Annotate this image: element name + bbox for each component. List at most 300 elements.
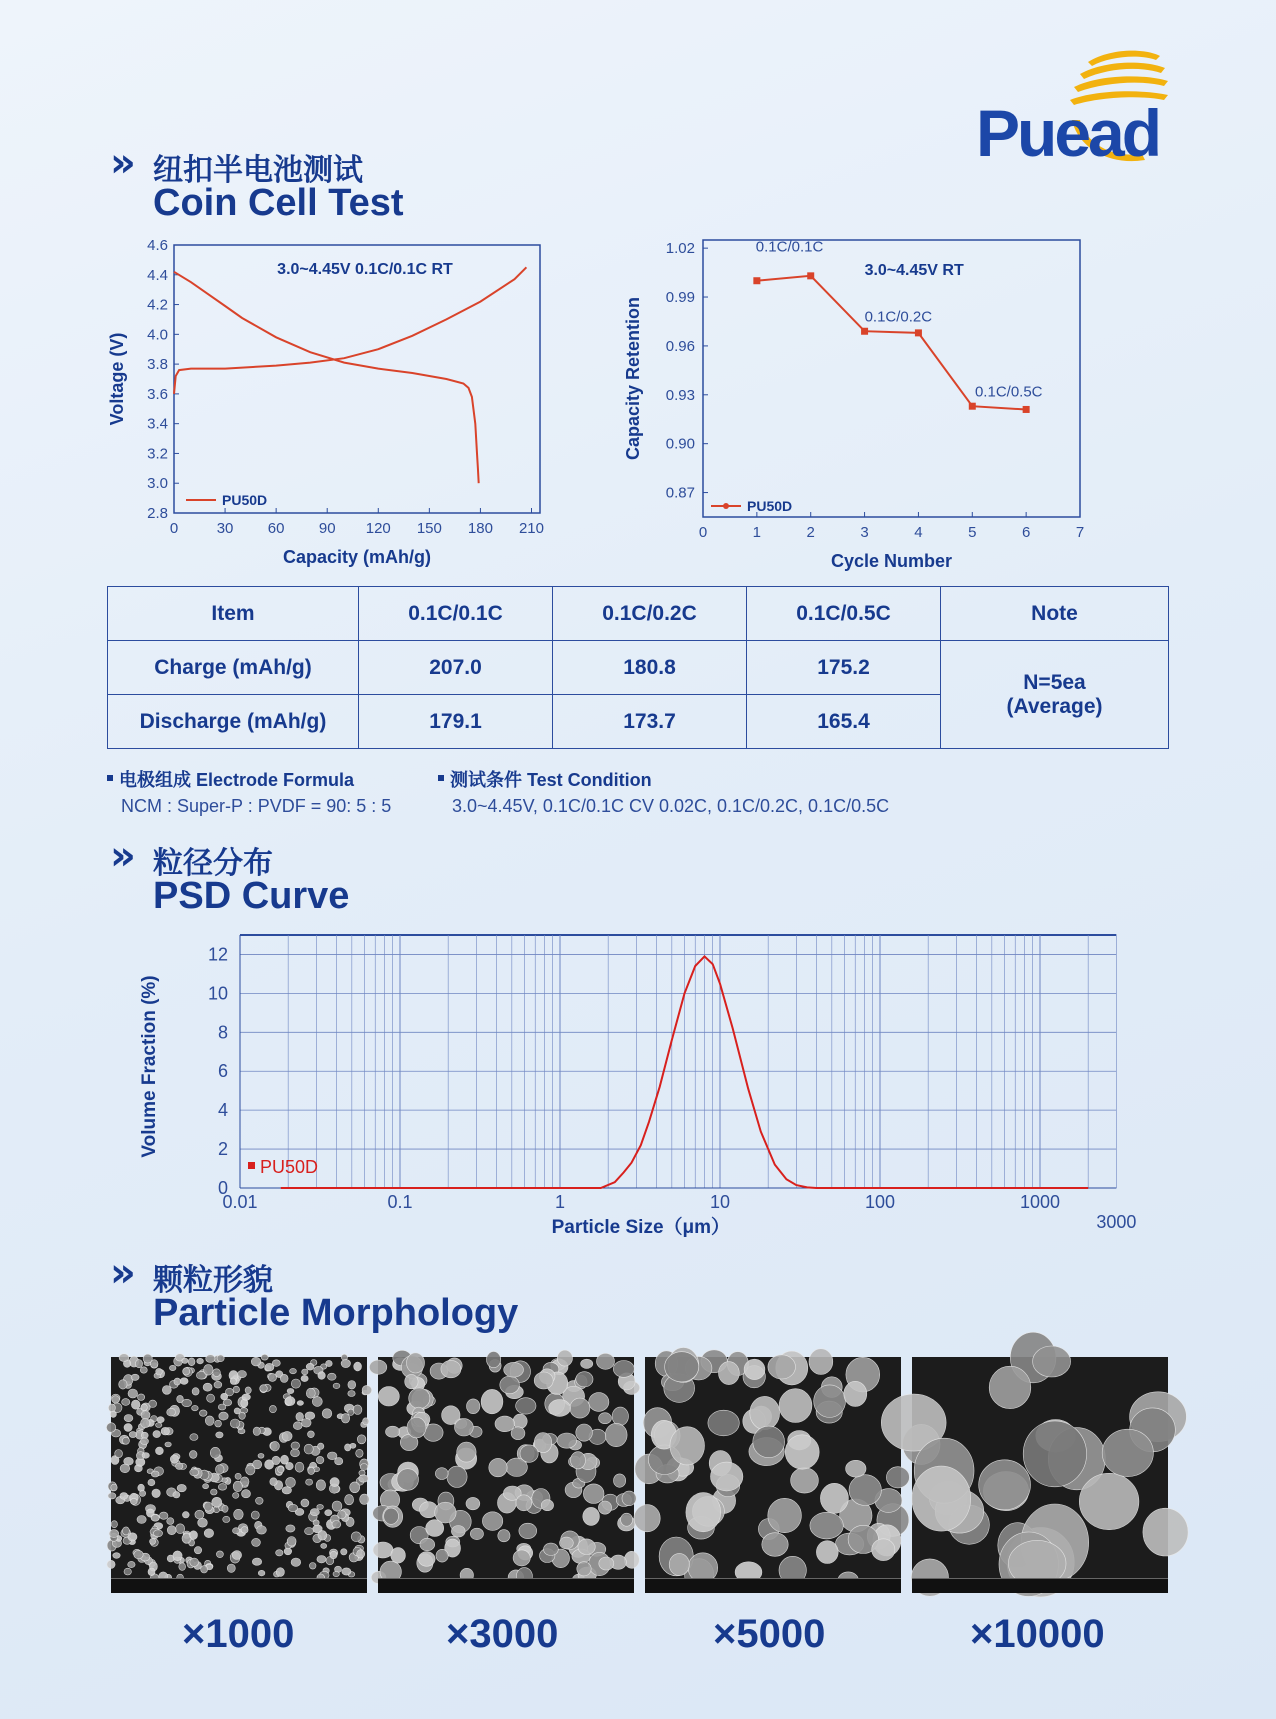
sem-particle — [318, 1372, 325, 1380]
test-title: 测试条件 Test Condition — [450, 770, 652, 790]
sem-particle — [156, 1447, 164, 1455]
sem-particle — [762, 1533, 788, 1557]
sem-particle — [286, 1477, 296, 1487]
sem-particle — [384, 1508, 399, 1524]
sem-particle — [816, 1541, 838, 1564]
sem-particle — [549, 1400, 571, 1417]
sem-particle — [634, 1505, 660, 1532]
sem-particle — [363, 1418, 369, 1425]
sem-particle — [286, 1462, 294, 1469]
chart-title: 3.0~4.45V RT — [864, 262, 964, 279]
x-tick-label: 120 — [365, 520, 391, 537]
sem-particle — [345, 1495, 354, 1505]
sem-particle — [288, 1504, 298, 1511]
x-tick-label: 0 — [169, 520, 179, 537]
sem-particle — [120, 1493, 128, 1500]
sem-particle — [287, 1537, 296, 1547]
sem-particle — [122, 1527, 129, 1535]
sem-particle — [111, 1484, 117, 1491]
x-tick-label: 210 — [518, 520, 545, 537]
sem-particle — [203, 1383, 212, 1391]
sem-particle — [261, 1354, 268, 1360]
y-tick-label: 0.93 — [665, 386, 695, 404]
sem-particle — [232, 1551, 241, 1560]
sem-particle — [167, 1526, 176, 1535]
sem-particle — [108, 1404, 115, 1412]
y-tick-label: 10 — [207, 983, 228, 1004]
coin-title-en: Coin Cell Test — [153, 182, 404, 224]
sem-particle — [260, 1385, 268, 1392]
sem-particle — [124, 1568, 131, 1575]
y-tick-label: 3.2 — [147, 445, 168, 463]
sem-particle — [912, 1466, 971, 1531]
sem-particle — [205, 1416, 214, 1426]
sem-particle — [397, 1469, 419, 1491]
sem-particle — [140, 1367, 147, 1373]
coin-title-cn: 纽扣半电池测试 — [153, 153, 363, 188]
sem-particle — [583, 1484, 604, 1504]
sem-particle — [110, 1411, 116, 1417]
sem-particle — [218, 1484, 226, 1491]
sem-particle — [128, 1561, 135, 1567]
sem-particle — [613, 1361, 634, 1378]
sem-particle — [182, 1512, 189, 1518]
logo-text: Puead — [976, 96, 1160, 170]
sem-particle — [332, 1521, 341, 1529]
table-header: 0.1C/0.2C — [553, 587, 747, 641]
y-tick-label: 3.8 — [147, 356, 168, 374]
legend-label: PU50D — [260, 1157, 319, 1177]
sem-particle — [686, 1493, 721, 1532]
legend-label: PU50D — [222, 492, 268, 508]
sem-particle — [791, 1468, 819, 1493]
sem-particle — [436, 1549, 448, 1562]
bullet-icon — [107, 775, 113, 781]
sem-particle — [109, 1530, 119, 1538]
sem-particle — [199, 1410, 207, 1416]
voltage-capacity-chart — [100, 230, 560, 570]
sem-particle — [308, 1431, 315, 1438]
test-text: 3.0~4.45V, 0.1C/0.1C CV 0.02C, 0.1C/0.2C, 0.1C/0.5C — [452, 796, 890, 816]
sem-particle — [174, 1378, 181, 1385]
sem-particle — [148, 1568, 155, 1576]
sem-particle — [814, 1385, 846, 1418]
sem-image-x5000 — [645, 1357, 901, 1593]
sem-particle — [511, 1427, 525, 1440]
x-axis-label: Particle Size（μm） — [551, 1217, 731, 1238]
sem-particle — [541, 1500, 553, 1511]
y-tick-label: 8 — [217, 1022, 228, 1043]
sem-particle — [333, 1571, 339, 1576]
sem-particle — [598, 1501, 611, 1514]
sem-particle — [291, 1442, 300, 1449]
sem-particle — [306, 1363, 314, 1370]
sem-particle — [156, 1423, 162, 1428]
sem-particle — [219, 1412, 228, 1420]
sem-particle — [151, 1471, 159, 1477]
sem-particle — [441, 1360, 461, 1377]
sem-particle — [820, 1483, 848, 1513]
sem-particle — [115, 1450, 123, 1458]
sem-particle — [183, 1368, 190, 1375]
sem-particle — [557, 1433, 577, 1448]
sem-particle — [332, 1501, 342, 1511]
table-header-row — [108, 587, 1169, 641]
sem-particle — [302, 1369, 308, 1375]
sem-particle — [286, 1525, 295, 1532]
sem-particle — [316, 1456, 324, 1463]
y-axis-label: Voltage (V) — [107, 332, 127, 426]
sem-particle — [295, 1462, 304, 1472]
x-tick-label: 60 — [267, 520, 285, 537]
sem-particle — [179, 1563, 186, 1571]
sem-particle — [233, 1481, 242, 1491]
sem-particle — [173, 1492, 180, 1498]
sem-particle — [356, 1449, 363, 1457]
sem-particle — [513, 1414, 527, 1428]
legend-marker — [248, 1162, 255, 1169]
sem-particle — [119, 1354, 129, 1362]
x-tick-label: 90 — [318, 520, 336, 537]
sem-particle — [1143, 1508, 1188, 1556]
table-note-cell — [941, 641, 1169, 749]
sem-particle — [111, 1521, 117, 1528]
sem-particle — [190, 1434, 198, 1441]
sem-particle — [159, 1512, 168, 1519]
sem-particle — [252, 1538, 261, 1546]
sem-particle — [233, 1528, 240, 1534]
sem-particle — [230, 1378, 236, 1384]
annotation-label: 0.1C/0.1C — [755, 238, 824, 256]
sem-particle — [238, 1371, 247, 1378]
sem-particle — [341, 1549, 347, 1555]
sem-particle — [270, 1441, 279, 1451]
sem-particle — [373, 1542, 393, 1558]
sem-particle — [599, 1413, 612, 1424]
y-tick-label: 4 — [217, 1100, 228, 1121]
table-cell: 175.2 — [747, 641, 941, 695]
sem-particle — [362, 1385, 372, 1394]
x-tick-label: 1 — [752, 524, 762, 541]
sem-particle — [597, 1353, 615, 1369]
sem-particle — [257, 1526, 267, 1534]
sem-particle — [612, 1407, 628, 1425]
sem-particle — [293, 1422, 302, 1430]
sem-particle — [291, 1449, 300, 1457]
sem-particle — [106, 1423, 115, 1433]
sem-particle — [719, 1362, 740, 1385]
sem-particle — [301, 1375, 308, 1381]
sem-particle — [272, 1360, 280, 1367]
sem-particle — [180, 1378, 188, 1385]
sem-particle — [318, 1443, 324, 1449]
sem-particle — [306, 1479, 313, 1485]
sem-particle — [581, 1359, 593, 1368]
y-axis-label: Volume Fraction (%) — [139, 975, 160, 1158]
section-chevron-icon: » — [110, 833, 124, 879]
sem-particle — [405, 1374, 418, 1388]
x-tick-label: 2 — [806, 524, 815, 541]
sem-particle — [810, 1512, 843, 1539]
electrode-text: NCM : Super-P : PVDF = 90: 5 : 5 — [121, 796, 392, 816]
x-axis-label: Capacity (mAh/g) — [282, 547, 432, 567]
sem-particle — [451, 1526, 465, 1538]
sem-particle — [350, 1443, 356, 1448]
sem-particle — [251, 1511, 259, 1519]
sem-particle — [216, 1432, 223, 1438]
sem-particle — [470, 1528, 483, 1539]
sem-particle — [500, 1376, 520, 1394]
table-cell: 180.8 — [553, 641, 747, 695]
sem-particle — [304, 1444, 313, 1454]
table-cell: Charge (mAh/g) — [108, 641, 359, 695]
sem-particle — [325, 1510, 332, 1516]
sem-particle — [107, 1560, 115, 1568]
y-tick-label: 4.0 — [147, 326, 168, 344]
sem-particle — [141, 1438, 149, 1445]
sem-particle — [487, 1352, 501, 1368]
sem-particle — [157, 1417, 164, 1423]
sem-particle — [1023, 1421, 1086, 1487]
sem-particle — [333, 1383, 340, 1388]
sem-particle — [188, 1358, 195, 1366]
data-point — [1023, 406, 1030, 413]
sem-particle — [222, 1505, 228, 1512]
y-tick-label: 4.2 — [147, 296, 168, 314]
sem-particle — [708, 1410, 739, 1436]
sem-particle — [152, 1489, 160, 1498]
sem-particle — [457, 1442, 476, 1462]
sem-particle — [312, 1397, 322, 1407]
y-tick-label: 0.90 — [665, 435, 695, 453]
sem-particle — [167, 1408, 176, 1416]
sem-image-x10000 — [912, 1357, 1168, 1593]
sem-particle — [577, 1562, 591, 1576]
morph-title-cn: 颗粒形貌 — [153, 1263, 273, 1298]
sem-particle — [872, 1539, 895, 1561]
sem-particle — [151, 1515, 159, 1522]
sem-particle — [328, 1373, 337, 1380]
sem-particle — [135, 1360, 142, 1368]
sem-particle — [190, 1558, 199, 1566]
sem-particle — [455, 1419, 474, 1436]
sem-particle — [190, 1469, 199, 1476]
sem-particle — [253, 1427, 260, 1435]
x-tick-label: 3 — [860, 524, 869, 541]
sem-particle — [317, 1504, 324, 1509]
capacity-retention-chart — [615, 230, 1095, 570]
table-cell: 179.1 — [359, 695, 553, 749]
sem-particle — [519, 1523, 537, 1538]
sem-particle — [359, 1475, 369, 1482]
sem-particle — [230, 1419, 240, 1428]
sem-particle — [242, 1394, 250, 1400]
sem-particle — [280, 1374, 288, 1382]
sem-particle — [557, 1350, 572, 1366]
x-tick-label: 7 — [1075, 524, 1085, 541]
sem-particle — [113, 1553, 120, 1559]
sem-particle — [215, 1420, 222, 1427]
sem-particle — [407, 1417, 426, 1438]
sem-particle — [242, 1490, 251, 1498]
sem-particle — [310, 1509, 319, 1516]
sem-particle — [316, 1480, 325, 1491]
sem-particle — [979, 1460, 1031, 1510]
sem-particle — [291, 1558, 301, 1566]
note-line-2: (Average) — [1006, 694, 1103, 718]
sem-particle — [189, 1451, 197, 1459]
sem-particle — [386, 1426, 400, 1437]
sem-particle — [192, 1388, 199, 1395]
x-tick-label: 1 — [554, 1192, 566, 1212]
sem-particle — [504, 1362, 524, 1377]
sem-particle — [498, 1530, 510, 1542]
x-tick-label: 10 — [709, 1192, 731, 1212]
sem-particle — [268, 1374, 276, 1382]
y-tick-label: 2 — [217, 1139, 228, 1160]
sem-particle — [520, 1445, 538, 1462]
y-tick-label: 3.6 — [147, 385, 168, 403]
data-point — [807, 272, 814, 279]
table-cell: 165.4 — [747, 695, 941, 749]
sem-particle — [571, 1452, 586, 1469]
sem-particle — [233, 1386, 240, 1393]
sem-particle — [330, 1551, 337, 1558]
sem-particle — [360, 1464, 367, 1471]
sem-particle — [466, 1497, 480, 1509]
table-cell: Discharge (mAh/g) — [108, 695, 359, 749]
pulead-logo — [970, 48, 1198, 178]
table-header: 0.1C/0.1C — [359, 587, 553, 641]
sem-particle — [670, 1427, 705, 1465]
data-point — [861, 328, 868, 335]
sem-particle — [234, 1509, 244, 1519]
sem-particle — [130, 1498, 137, 1504]
x-axis-label: Cycle Number — [830, 551, 953, 571]
sem-particle — [1079, 1473, 1139, 1529]
sem-particle — [290, 1368, 297, 1373]
sem-particle — [297, 1401, 303, 1406]
sem-particle — [227, 1564, 235, 1572]
sem-particle — [335, 1458, 343, 1465]
legend-label: PU50D — [747, 498, 793, 514]
magnification-label: ×1000 — [182, 1612, 295, 1656]
sem-particle — [305, 1528, 314, 1535]
sem-particle — [534, 1372, 553, 1389]
sem-particle — [570, 1398, 590, 1418]
sem-particle — [124, 1424, 132, 1432]
sem-particle — [309, 1563, 316, 1570]
sem-particle — [578, 1539, 595, 1555]
sem-particle — [287, 1388, 294, 1393]
sem-particle — [170, 1455, 178, 1463]
table-header: 0.1C/0.5C — [747, 587, 941, 641]
sem-particle — [351, 1532, 361, 1542]
sem-particle — [252, 1558, 261, 1565]
sem-particle — [161, 1427, 169, 1435]
sem-particle — [327, 1452, 337, 1460]
sem-particle — [197, 1358, 204, 1364]
sem-particle — [353, 1405, 362, 1415]
sem-particle — [665, 1352, 699, 1382]
sem-particle — [210, 1447, 220, 1458]
sem-particle — [258, 1453, 264, 1458]
sem-particle — [217, 1355, 224, 1362]
sem-particle — [251, 1357, 260, 1366]
data-point — [915, 329, 922, 336]
psd-title-cn: 粒径分布 — [153, 846, 273, 881]
sem-particle — [276, 1568, 284, 1577]
sem-particle — [711, 1462, 743, 1491]
psd-chart — [130, 925, 1137, 1245]
sem-particle — [190, 1531, 198, 1540]
sem-particle — [140, 1490, 146, 1496]
sem-particle — [296, 1412, 304, 1421]
sem-particle — [599, 1557, 614, 1570]
sem-particle — [246, 1465, 255, 1475]
sem-particle — [128, 1533, 137, 1541]
y-tick-label: 3.0 — [147, 475, 168, 493]
sem-particle — [108, 1493, 116, 1499]
sem-particle — [124, 1415, 133, 1422]
sem-particle — [256, 1497, 264, 1504]
x-tick-label: 5 — [968, 524, 977, 541]
sem-particle — [560, 1537, 574, 1549]
sem-particle — [141, 1418, 150, 1427]
sem-particle — [148, 1479, 155, 1486]
sem-particle — [447, 1466, 467, 1487]
sem-particle — [308, 1467, 315, 1474]
sem-particle — [495, 1416, 515, 1432]
sem-particle — [624, 1551, 639, 1568]
sem-particle — [513, 1550, 530, 1566]
sem-particle — [138, 1394, 145, 1401]
sem-particle — [204, 1365, 214, 1376]
sem-particle — [621, 1513, 633, 1526]
section-chevron-icon: » — [110, 140, 124, 186]
sem-particle — [142, 1453, 149, 1459]
chart-title: 3.0~4.45V 0.1C/0.1C RT — [277, 261, 453, 278]
sem-particle — [173, 1551, 182, 1561]
sem-particle — [886, 1467, 909, 1488]
morph-title-en: Particle Morphology — [153, 1292, 519, 1334]
sem-particle — [321, 1543, 327, 1548]
x-tick-label: 6 — [1021, 524, 1031, 541]
sem-particle — [216, 1465, 225, 1474]
series-line-discharge — [174, 272, 479, 483]
psd-title-en: PSD Curve — [153, 875, 350, 917]
sem-particle — [418, 1552, 435, 1567]
sem-particle — [149, 1400, 157, 1407]
sem-particle — [357, 1435, 366, 1444]
sem-particle — [291, 1379, 300, 1388]
x-tick-label: 30 — [216, 520, 234, 537]
sem-particle — [201, 1566, 208, 1573]
sem-particle — [218, 1404, 226, 1410]
sem-particle — [165, 1442, 171, 1447]
sem-image-x1000 — [111, 1357, 367, 1593]
sem-particle — [338, 1511, 346, 1519]
sem-particle — [350, 1482, 360, 1493]
sem-particle — [348, 1381, 356, 1390]
series-line-charge — [174, 267, 526, 394]
annotation-label: 0.1C/0.2C — [864, 308, 933, 326]
sem-particle — [233, 1493, 239, 1499]
sem-particle — [207, 1394, 215, 1402]
sem-image-x3000 — [378, 1357, 634, 1593]
sem-particle — [435, 1502, 456, 1523]
sem-particle — [150, 1538, 156, 1544]
